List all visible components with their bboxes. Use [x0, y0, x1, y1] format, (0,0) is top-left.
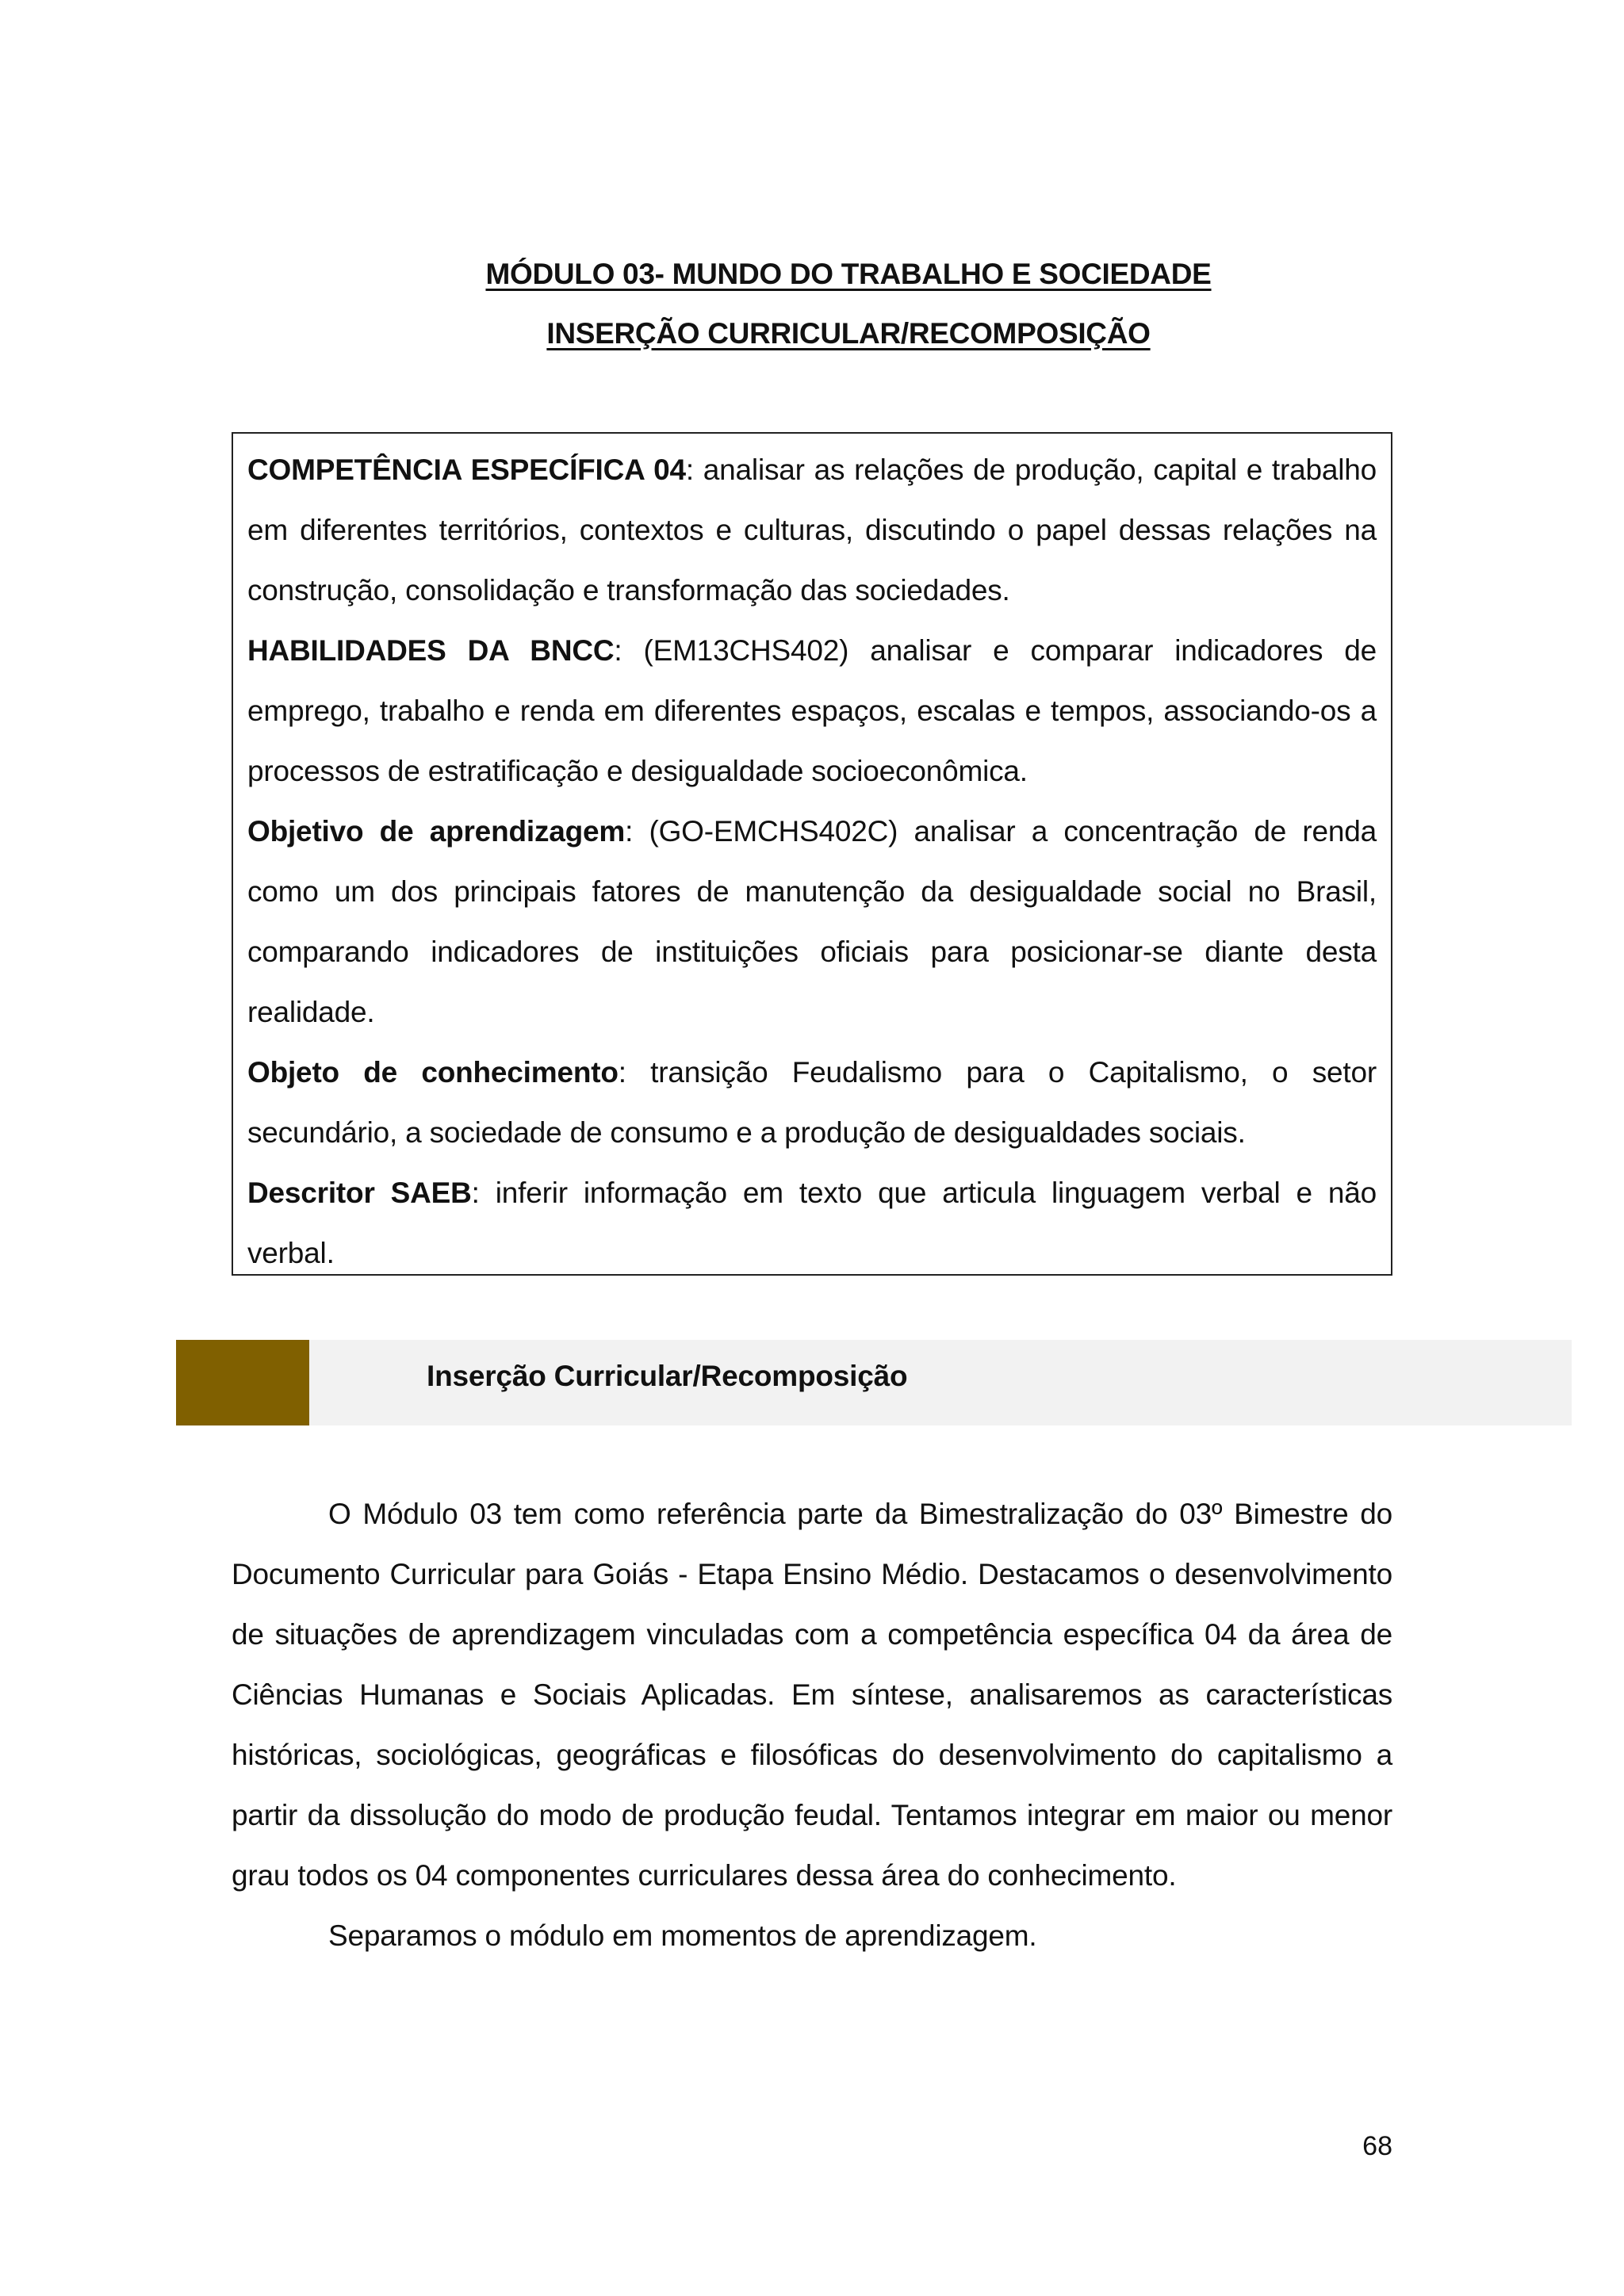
habilidades-paragraph [247, 621, 1377, 802]
descritor-paragraph [247, 1163, 1377, 1284]
objeto-text: : transição Feudalismo para o Capitalismo, o setor secundário, a sociedade de consumo e a produção de desigualdades sociais. [247, 1056, 1377, 1149]
objetivo-text: : (GO-EMCHS402C) analisar a concentração de renda como um dos principais fatores de manutenção da desigualdade social no Brasil, comparando indicadores de instituições oficiais para posicionar-se diante desta realidade. [247, 815, 1377, 1028]
body-text [232, 1484, 1392, 1966]
banner-title: Inserção Curricular/Recomposição [427, 1360, 908, 1392]
objeto-paragraph [247, 1043, 1377, 1163]
objetivo-paragraph [247, 802, 1377, 1043]
competencia-paragraph [247, 440, 1377, 621]
competency-box [232, 432, 1392, 1276]
descritor-label: Descritor SAEB [247, 1177, 472, 1209]
module-subtitle: INSERÇÃO CURRICULAR/RECOMPOSIÇÃO [546, 317, 1151, 350]
page-number: 68 [1362, 2131, 1392, 2161]
descritor-text: : inferir informação em texto que articula linguagem verbal e não verbal. [247, 1177, 1377, 1269]
body-paragraph-2: Separamos o módulo em momentos de aprendizagem. [328, 1919, 1037, 1952]
section-banner [176, 1340, 1572, 1425]
banner-accent-block [176, 1340, 309, 1425]
module-title: MÓDULO 03- MUNDO DO TRABALHO E SOCIEDADE [485, 258, 1212, 290]
objeto-label: Objeto de conhecimento [247, 1056, 619, 1089]
objetivo-label: Objetivo de aprendizagem [247, 815, 626, 848]
competencia-label: COMPETÊNCIA ESPECÍFICA 04 [247, 453, 686, 486]
habilidades-label: HABILIDADES DA BNCC [247, 634, 615, 667]
body-paragraph-1: O Módulo 03 tem como referência parte da Bimestralização do 03º Bimestre do Documento Curricular para Goiás - Etapa Ensino Médio. Destacamos o desenvolvimento de situações de aprendizagem vinculadas com a competência específica 04 da área de Ciências Humanas e Sociais Aplicadas. Em síntese, analisaremos as características históricas, sociológicas, geográficas e filosóficas do desenvolvimento do capitalismo a partir da dissolução do modo de produção feudal. Tentamos integrar em maior ou menor grau todos os 04 componentes curriculares dessa área do conhecimento. [232, 1498, 1392, 1892]
competencia-text: : analisar as relações de produção, capital e trabalho em diferentes territórios, contextos e culturas, discutindo o papel dessas relações na construção, consolidação e transformação das sociedades. [247, 453, 1377, 607]
habilidades-text: : (EM13CHS402) analisar e comparar indicadores de emprego, trabalho e renda em diferentes espaços, escalas e tempos, associando-os a processos de estratificação e desigualdade socioeconômica. [247, 634, 1377, 787]
